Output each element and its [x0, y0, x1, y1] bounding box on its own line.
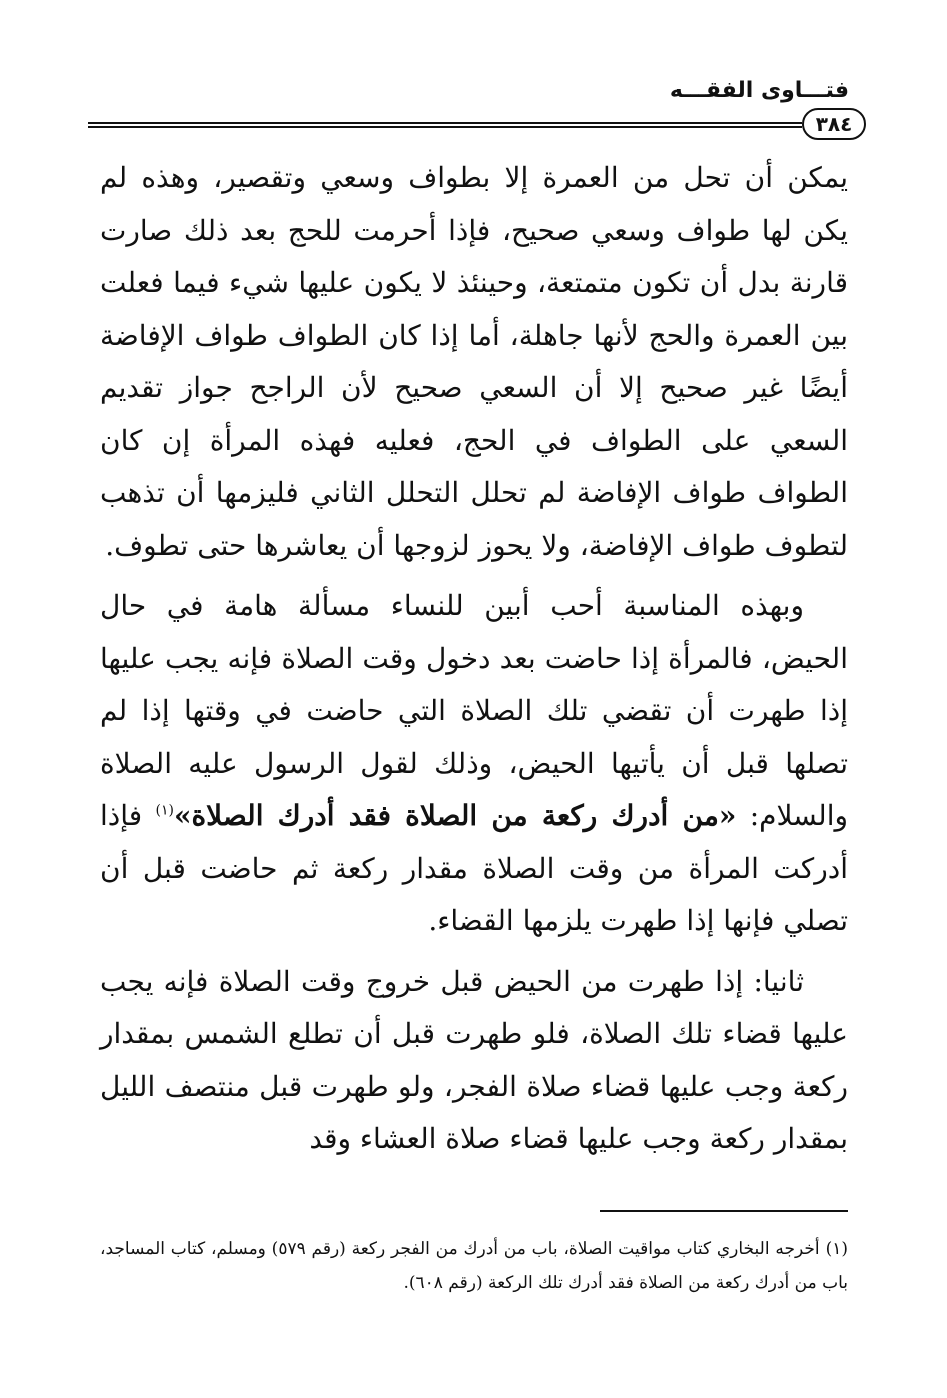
hadith-quote: «من أدرك ركعة من الصلاة فقد أدرك الصلاة» — [174, 799, 737, 832]
header-rule — [88, 122, 802, 128]
footnote-reference: (١) — [155, 802, 174, 819]
footnote-text: أخرجه البخاري كتاب مواقيت الصلاة، باب من أدرك من الفجر ركعة (رقم ٥٧٩) ومسلم، كتاب المساجد، باب من أدرك ركعة من الصلاة فقد أدرك تلك الركعة (رقم ٦٠٨). — [100, 1239, 848, 1293]
running-title: فتـــاوى الفقـــه — [669, 78, 849, 103]
footnote-number: (١) — [825, 1239, 849, 1259]
body-text — [100, 152, 848, 1174]
paragraph-2-text-after: فإذا أدركت المرأة من وقت الصلاة مقدار ركعة ثم حاضت قبل أن تصلي فإنها إذا طهرت يلزمها القضاء. — [100, 799, 848, 937]
paragraph-3: ثانيا: إذا طهرت من الحيض قبل خروج وقت الصلاة فإنه يجب عليها قضاء تلك الصلاة، فلو طهرت قبل أن تطلع الشمس بمقدار ركعة وجب عليها قضاء صلاة الفجر، ولو طهرت قبل منتصف الليل بمقدار ركعة وجب عليها قضاء صلاة العشاء وقد — [100, 964, 848, 1155]
paragraph-2-text-before: وبهذه المناسبة أحب أبين للنساء مسألة هامة في حال الحيض، فالمرأة إذا حاضت بعد دخول وقت الصلاة فإنه يجب عليها إذا طهرت أن تقضي تلك الصلاة التي حاضت في وقتها إذا لم تصلها قبل أن يأتيها الحيض، وذلك لقول الرسول عليه الصلاة والسلام: — [100, 589, 848, 832]
footnote-rule — [600, 1210, 848, 1212]
footnote — [100, 1232, 848, 1300]
paragraph-1: يمكن أن تحل من العمرة إلا بطواف وسعي وتقصير، وهذه لم يكن لها طواف وسعي صحيح، فإذا أحرمت للحج بعد ذلك صارت قارنة بدل أن تكون متمتعة، وحينئذ لا يكون عليها شيء فيما فعلت بين العمرة والحج لأنها جاهلة، أما إذا كان الطواف طواف الإفاضة أيضًا غير صحيح إلا أن السعي صحيح لأن الراجح جواز تقديم السعي على الطواف في الحج، فعليه فهذه المرأة إن كان الطواف طواف الإفاضة لم تحلل التحلل الثاني فليزمها أن تذهب لتطوف طواف الإفاضة، ولا يحوز لزوجها أن يعاشرها حتى تطوف. — [100, 161, 848, 562]
page-number: ٣٨٤ — [802, 108, 866, 140]
paragraph-2 — [100, 580, 848, 948]
